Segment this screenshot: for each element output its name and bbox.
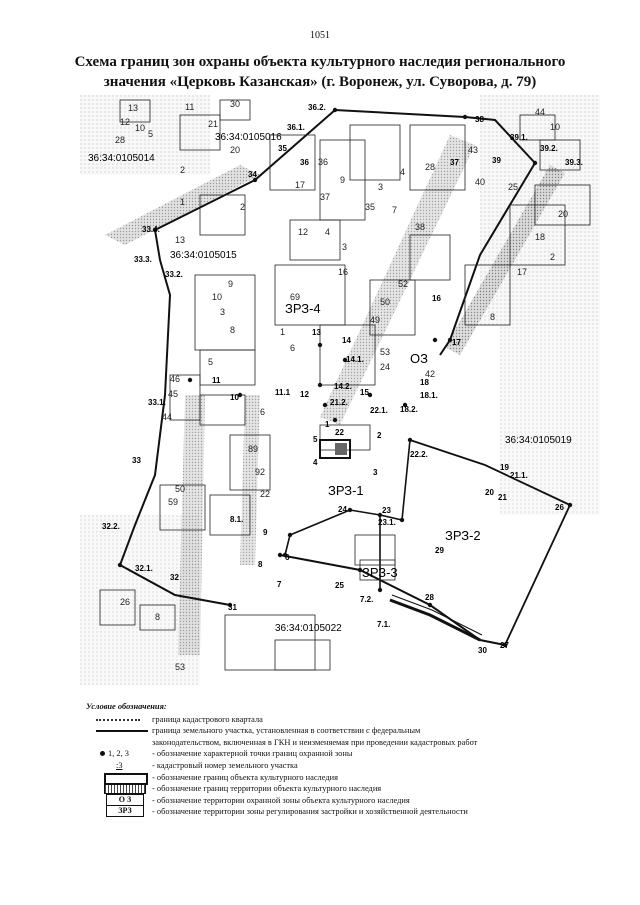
parcel-label: 28 xyxy=(115,135,126,145)
zone-label-zrz1: ЗРЗ-1 xyxy=(328,483,364,498)
legend-item-cadastral-quarter xyxy=(86,714,606,726)
title-line-1: Схема границ зон охраны объекта культурного наследия регионального xyxy=(74,54,566,70)
parcel-label: 2 xyxy=(550,252,556,262)
point-label: 18.2. xyxy=(400,405,418,414)
parcel-label: 16 xyxy=(338,267,349,277)
legend-item-land-parcel-cont xyxy=(86,737,606,749)
legend-item-oz xyxy=(86,795,606,807)
point-label: 7.1. xyxy=(377,620,391,629)
legend-item-heritage-territory xyxy=(86,783,606,795)
parcel-label: 35 xyxy=(365,202,376,212)
point-label: 1 xyxy=(325,420,330,429)
parcel-label: 38 xyxy=(415,222,426,232)
point-label: 14.2. xyxy=(334,382,352,391)
quarter-label-4: 36:34:0105019 xyxy=(505,435,572,446)
parcel-label: 18 xyxy=(535,232,546,242)
legend-text: - обозначение границ территории объекта культурного наследия xyxy=(152,784,382,794)
parcel-label: 17 xyxy=(295,180,306,190)
point-label: 12 xyxy=(300,390,309,399)
point-label: 24 xyxy=(338,505,347,514)
title-line-2: значения «Церковь Казанская» (г. Воронеж, ул. Суворова, д. 79) xyxy=(103,74,537,90)
legend-item-point xyxy=(86,748,606,760)
cadastral-quarter-line-symbol xyxy=(86,714,148,726)
point-label: 26 xyxy=(555,503,564,512)
page-number: 1051 xyxy=(310,30,330,41)
parcel-number-symbol-label: :3 xyxy=(116,760,123,770)
point-label: 39.1. xyxy=(510,133,528,142)
parcel-label: 40 xyxy=(475,177,486,187)
parcel-label: 8 xyxy=(230,325,236,335)
parcel-label: 36 xyxy=(318,157,329,167)
parcel-label: 24 xyxy=(380,362,391,372)
point-label: 15 xyxy=(360,388,369,397)
point-label: 13 xyxy=(312,328,321,337)
parcel-label: 6 xyxy=(260,407,266,417)
point-label: 3 xyxy=(373,468,378,477)
point-label: 32.1. xyxy=(135,564,153,573)
point-label: 27 xyxy=(500,641,509,650)
point-label: 25 xyxy=(335,581,344,590)
built-area-e xyxy=(500,325,600,515)
point-label: 20 xyxy=(485,488,494,497)
legend-text: граница земельного участка, установленная в соответствии с федеральным xyxy=(152,726,421,736)
point-label: 14.1. xyxy=(346,355,364,364)
parcel-label: 26 xyxy=(120,597,131,607)
point-label: 34 xyxy=(248,170,257,179)
point-label: 11.1 xyxy=(275,388,291,397)
point-label: 2 xyxy=(377,431,382,440)
point-label: 36 xyxy=(300,158,309,167)
parcel-label: 3 xyxy=(342,242,348,252)
point-label: 11 xyxy=(212,376,221,385)
parcel-label: 9 xyxy=(340,175,346,185)
parcel-label: 10 xyxy=(550,122,561,132)
point-label: 23.1. xyxy=(378,518,396,527)
point-label: 29 xyxy=(435,546,444,555)
parcel-label: 8 xyxy=(490,312,496,322)
point-label: 18 xyxy=(420,378,429,387)
point-label: 10 xyxy=(230,393,239,402)
legend-text: - обозначение границ объекта культурного наследия xyxy=(152,772,338,782)
point-label: 22 xyxy=(335,428,344,437)
parcel-label: 13 xyxy=(128,103,139,113)
zone-label-zrz4: ЗРЗ-4 xyxy=(285,301,321,316)
parcel-label: 4 xyxy=(400,167,406,177)
land-parcel-line-symbol xyxy=(86,725,148,737)
point-label: 39 xyxy=(492,156,501,165)
point-label: 5 xyxy=(313,435,318,444)
point-label: 22.1. xyxy=(370,406,388,415)
parcel-label: 5 xyxy=(148,129,154,139)
parcel-label: 3 xyxy=(220,307,226,317)
parcel-label: 11 xyxy=(185,102,195,112)
parcel-number-symbol xyxy=(86,760,148,772)
parcel-label: 22 xyxy=(260,489,271,499)
parcel-label: 8 xyxy=(155,612,161,622)
quarter-label-5: 36:34:0105022 xyxy=(275,623,342,634)
legend-item-zrz xyxy=(86,806,606,818)
parcel-label: 53 xyxy=(380,347,391,357)
church-core xyxy=(335,443,347,455)
point-label: 32 xyxy=(170,573,179,582)
parcel-label: 69 xyxy=(290,292,301,302)
point-label: 17 xyxy=(452,338,461,347)
point-label: 33.4. xyxy=(142,225,160,234)
parcel-label: 25 xyxy=(508,182,519,192)
point-label: 28 xyxy=(425,593,434,602)
parcel-label: 46 xyxy=(170,374,181,384)
point-label: 19 xyxy=(500,463,509,472)
point-label: 6 xyxy=(285,553,290,562)
point-label: 37 xyxy=(450,158,459,167)
point-label: 7 xyxy=(277,580,282,589)
legend-text: - обозначение характерной точки границ охранной зоны xyxy=(152,749,353,759)
parcel-label: 10 xyxy=(212,292,223,302)
parcel-label: 6 xyxy=(290,343,296,353)
point-label: 36.1. xyxy=(287,123,305,132)
point-symbol xyxy=(86,748,148,760)
point-label: 38 xyxy=(475,115,484,124)
parcel-label: 44 xyxy=(535,107,546,117)
legend-text: - кадастровый номер земельного участка xyxy=(152,760,298,770)
parcel-label: 42 xyxy=(425,369,436,379)
legend-text: - обозначение территории охранной зоны объекта культурного наследия xyxy=(152,795,410,805)
legend-text: граница кадастрового квартала xyxy=(152,714,263,724)
map-title xyxy=(40,52,600,92)
zone-label-oz: ОЗ xyxy=(410,351,428,366)
parcel-label: 17 xyxy=(517,267,528,277)
point-label: 22.2. xyxy=(410,450,428,459)
point-label: 21.2. xyxy=(330,398,348,407)
parcel-label: 49 xyxy=(370,315,381,325)
legend-item-parcel-number xyxy=(86,760,606,772)
point-label: 23 xyxy=(382,506,391,515)
parcel-label: 20 xyxy=(230,145,241,155)
legend-title: Условие обозначения: xyxy=(86,702,167,711)
heritage-object-symbol xyxy=(86,772,148,784)
parcel-label: 21 xyxy=(208,119,219,129)
legend-text: - обозначение территории зоны регулирования застройки и хозяйственной деятельности xyxy=(152,807,468,817)
map-legend xyxy=(86,701,606,818)
parcel-label: 52 xyxy=(398,279,409,289)
point-label: 35 xyxy=(278,144,287,153)
parcel-label: 12 xyxy=(298,227,309,237)
parcel-label: 59 xyxy=(168,497,179,507)
parcel-label: 5 xyxy=(208,357,214,367)
point-label: 8 xyxy=(258,560,263,569)
point-label: 30 xyxy=(478,646,487,655)
quarter-label-3: 36:34:0105015 xyxy=(170,250,237,261)
point-label: 7.2. xyxy=(360,595,374,604)
parcel-label: 50 xyxy=(175,484,186,494)
legend-text: законодательством, включенная в ГКН и неизменяемая при проведении кадастровых работ xyxy=(152,737,478,747)
site-plan-map xyxy=(80,95,600,685)
parcel-label: 43 xyxy=(468,145,479,155)
parcel-label: 2 xyxy=(240,202,246,212)
legend-item-heritage-object xyxy=(86,772,606,784)
point-label: 33 xyxy=(132,456,141,465)
point-label: 31 xyxy=(228,603,237,612)
point-label: 33.1. xyxy=(148,398,166,407)
parcel-label: 53 xyxy=(175,662,186,672)
point-label: 21 xyxy=(498,493,507,502)
oz-tag-label: О З xyxy=(106,794,144,808)
quarter-label-2: 36:34:0105014 xyxy=(88,153,155,164)
parcel-label: 3 xyxy=(378,182,384,192)
zone-label-zrz3: ЗРЗ-3 xyxy=(362,565,398,580)
point-label: 8.1. xyxy=(230,515,244,524)
zrz-tag-symbol xyxy=(86,806,148,818)
parcel-label: 89 xyxy=(248,444,259,454)
point-label: 33.3. xyxy=(134,255,152,264)
parcel-label: 50 xyxy=(380,297,391,307)
parcel-label: 9 xyxy=(228,279,234,289)
point-label: 39.3. xyxy=(565,158,583,167)
parcel-label: 10 xyxy=(135,123,146,133)
quarter-label-1: 36:34:0105016 xyxy=(215,132,282,143)
parcel-label: 37 xyxy=(320,192,331,202)
point-label: 33.2. xyxy=(165,270,183,279)
point-label: 21.1. xyxy=(510,471,528,480)
zone-label-zrz2: ЗРЗ-2 xyxy=(445,528,481,543)
point-label: 14 xyxy=(342,336,351,345)
parcel-label: 20 xyxy=(558,209,569,219)
parcel-label: 44 xyxy=(162,412,173,422)
parcel-label: 1 xyxy=(280,327,286,337)
parcel-label: 7 xyxy=(392,205,398,215)
zrz-tag-label: ЗРЗ xyxy=(106,805,144,817)
parcel-label: 1 xyxy=(180,197,186,207)
parcel-label: 92 xyxy=(255,467,266,477)
point-label: 4 xyxy=(313,458,318,467)
point-label: 36.2. xyxy=(308,103,326,112)
point-symbol-label: 1, 2, 3 xyxy=(108,749,129,759)
legend-item-land-parcel xyxy=(86,725,606,737)
parcel-label: 28 xyxy=(425,162,436,172)
point-label: 32.2. xyxy=(102,522,120,531)
point-label: 9 xyxy=(263,528,268,537)
point-label: 39.2. xyxy=(540,144,558,153)
parcel-label: 12 xyxy=(120,117,131,127)
point-label: 16 xyxy=(432,294,441,303)
parcel-label: 30 xyxy=(230,99,241,109)
parcel-label: 4 xyxy=(325,227,331,237)
parcel-label: 45 xyxy=(168,389,179,399)
parcel-label: 13 xyxy=(175,235,186,245)
parcel-label: 2 xyxy=(180,165,186,175)
point-label: 18.1. xyxy=(420,391,438,400)
map-drawing xyxy=(80,95,600,685)
